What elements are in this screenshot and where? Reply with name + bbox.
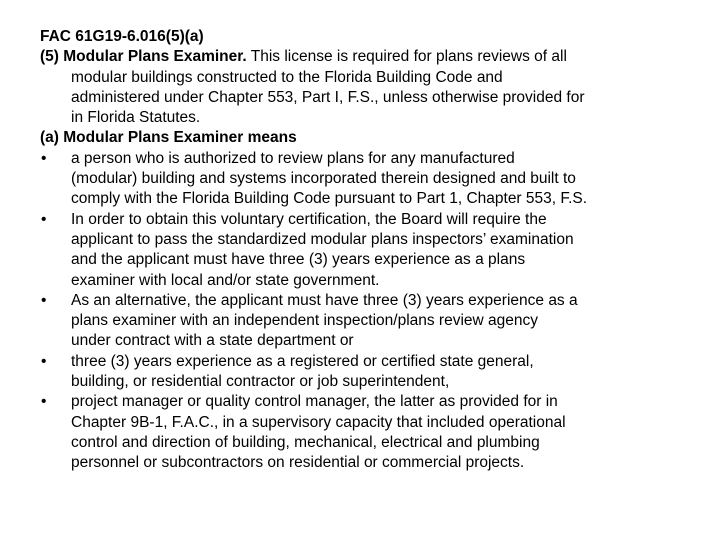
bullet-line: In order to obtain this voluntary certification, the Board will require the	[71, 210, 547, 228]
section-5-line: modular buildings constructed to the Florida Building Code and	[71, 68, 503, 86]
bullet-dot: •	[41, 210, 47, 228]
bullet-line: comply with the Florida Building Code pursuant to Part 1, Chapter 553, F.S.	[71, 190, 588, 208]
citation-heading: FAC 61G19-6.016(5)(a)	[40, 28, 204, 45]
section-5-paragraph	[40, 47, 690, 128]
bullet-dot: •	[41, 352, 47, 370]
bullet-line: and the applicant must have three (3) years experience as a plans	[71, 251, 526, 269]
bullet-item	[40, 210, 690, 291]
bullet-line: control and direction of building, mechanical, electrical and plumbing	[71, 433, 540, 451]
bullet-line: applicant to pass the standardized modular plans inspectors’ examination	[71, 230, 574, 248]
bullet-line: building, or residential contractor or job superintendent,	[71, 373, 450, 391]
bullet-line: three (3) years experience as a registered or certified state general,	[71, 352, 534, 370]
bullet-dot: •	[41, 393, 47, 411]
section-5-line: This license is required for plans reviews of all	[246, 48, 567, 66]
bullet-line: a person who is authorized to review plans for any manufactured	[71, 149, 515, 167]
section-5-line: administered under Chapter 553, Part I, F.S., unless otherwise provided for	[71, 88, 585, 106]
bullet-item	[40, 149, 690, 210]
bullet-line: personnel or subcontractors on residential or commercial projects.	[71, 454, 525, 472]
bullet-dot: •	[41, 291, 47, 309]
bullet-line: under contract with a state department or	[71, 332, 354, 350]
bullet-line: project manager or quality control manager, the latter as provided for in	[71, 393, 558, 411]
bullet-item	[40, 291, 690, 352]
bullet-line: As an alternative, the applicant must have three (3) years experience as a	[71, 291, 578, 309]
bullet-item	[40, 352, 690, 393]
bullet-line: plans examiner with an independent inspection/plans review agency	[71, 312, 539, 330]
bullet-dot: •	[41, 149, 47, 167]
bullet-item	[40, 392, 690, 473]
section-5-line: in Florida Statutes.	[71, 109, 201, 127]
section-a-heading: (a) Modular Plans Examiner means	[40, 129, 297, 147]
bullet-line: Chapter 9B-1, F.A.C., in a supervisory capacity that included operational	[71, 413, 566, 431]
bullet-line: (modular) building and systems incorporated therein designed and built to	[71, 170, 576, 188]
document-body	[40, 27, 690, 474]
section-5-label: (5) Modular Plans Examiner.	[40, 48, 247, 66]
bullet-line: examiner with local and/or state government.	[71, 271, 380, 289]
